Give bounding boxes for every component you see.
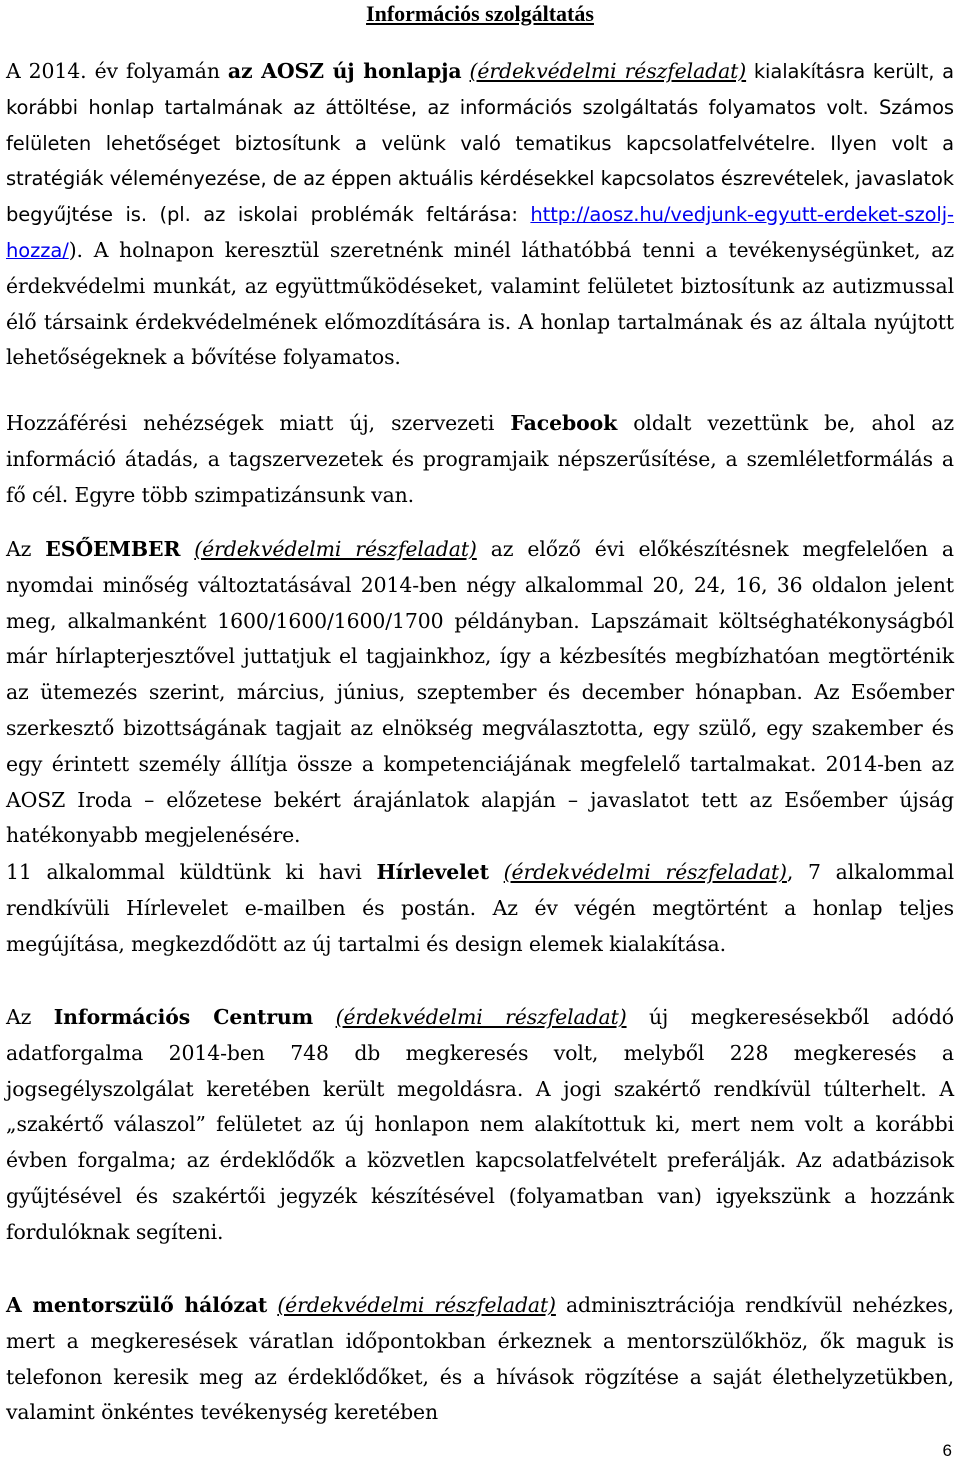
- paragraph-facebook: Hozzáférési nehézségek miatt új, szervezeti Facebook oldalt vezettünk be, ahol az információ átadás, a tagszervezetek és programjaik népszerűsítése, a szemléletformálás a fő cél. Egyre több szimpatizánsunk van.: [6, 411, 954, 507]
- bold-text: az AOSZ új honlapja: [227, 59, 462, 83]
- italic-underlined-text: (érdekvédelmi részfeladat): [469, 59, 747, 83]
- italic-underlined-text: (érdekvédelmi részfeladat): [503, 860, 787, 884]
- bold-text: ESŐEMBER: [45, 537, 181, 561]
- italic-underlined-text: (érdekvédelmi részfeladat): [277, 1293, 556, 1317]
- text: A 2014. év folyamán: [6, 59, 228, 83]
- bold-text: Facebook: [510, 411, 618, 435]
- text: kialakításra került, a korábbi honlap tartalmának az áttöltése, az információs szolgáltatás folyamatos volt. Számos felületen lehetőséget biztosítunk a velünk való tematikus kapcsolatfelvételre. Ilyen volt a stratégiák véleményezése, de az éppen aktuális kérdésekkel kapcsolatos észrevételek, javaslatok begyűjtése is. (pl. az iskolai problémák feltárása:: [6, 60, 954, 227]
- aosz-link[interactable]: http://aosz.hu/vedjunk-egyutt-erdeket-szolj-hozza/: [6, 203, 954, 262]
- bold-text: Hírlevelet: [376, 860, 489, 884]
- paragraph-website: [6, 54, 954, 376]
- paragraph-info-centre: Az Információs Centrum (érdekvédelmi részfeladat) új megkeresésekből adódó adatforgalma 2014-ben 748 db megkeresés volt, melyből 228 megkeresés a jogsegélyszolgálat keretében került megoldásra. A jogi szakértő rendkívül túlterhelt. A „szakértő válaszol” felületet az új honlapon nem alakítottuk ki, mert nem volt a korábbi évben forgalma; az érdeklődők a közvetlen kapcsolatfelvételt preferálják. Az adatbázisok gyűjtésével és szakértői jegyzék készítésével (folyamatban van) igyekszünk a hozzánk fordulóknak segíteni.: [6, 1005, 954, 1244]
- text: ). A holnapon keresztül szeretnénk minél láthatóbbá tenni a tevékenységünket, az érdekvédelmi munkát, az együttműködéseket, valamint felületet biztosítunk az autizmussal élő társaink érdekvédelmének előmozdítására is. A honlap tartalmának és az általa nyújtott lehetőségeknek a bővítése folyamatos.: [6, 237, 954, 370]
- page-title: Információs szolgáltatás: [366, 1, 594, 26]
- paragraph-mentor: A mentorszülő hálózat (érdekvédelmi részfeladat) adminisztrációja rendkívül nehézkes, mert a megkeresések váratlan időpontokban érkeznek a mentorszülőkhöz, ők maguk is telefonon keresik meg az érdeklődőket, és a hívások rögzítése a saját élethelyzetükben, valamint önkéntes tevékenység keretében: [6, 1293, 954, 1425]
- paragraph-newsletter: 11 alkalommal küldtünk ki havi Hírlevelet (érdekvédelmi részfeladat), 7 alkalommal rendkívüli Hírlevelet e-mailben és postán. Az év végén megtörtént a honlap teljes megújítása, megkezdődött az új tartalmi és design elemek kialakítása.: [6, 860, 954, 956]
- bold-text: A mentorszülő hálózat: [6, 1293, 268, 1317]
- bold-text: Információs Centrum: [53, 1005, 314, 1029]
- italic-underlined-text: (érdekvédelmi részfeladat): [194, 537, 477, 561]
- italic-underlined-text: (érdekvédelmi részfeladat): [335, 1005, 627, 1029]
- paragraph-esoember: Az ESŐEMBER (érdekvédelmi részfeladat) az előző évi előkészítésnek megfelelően a nyomdai minőség változtatásával 2014-ben négy alkalommal 20, 24, 16, 36 oldalon jelent meg, alkalmanként 1600/1600/1600/1700 példányban. Lapszámait költséghatékonyságból már hírlapterjesztővel juttatjuk el tagjainkhoz, így a kézbesítés megbízhatóan megtörténik az ütemezés szerint, március, június, szeptember és december hónapban. Az Esőember szerkesztő bizottságának tagjait az elnökség megválasztotta, egy szülő, egy szakember és egy érintett személy állítja össze a kompetenciájának megfelelő tartalmakat. 2014-ben az AOSZ Iroda – előzetese bekért árajánlatok alapján – javaslatot tett az Esőember újság hatékonyabb megjelenésére.: [6, 537, 954, 848]
- page-number: 6: [942, 1441, 952, 1460]
